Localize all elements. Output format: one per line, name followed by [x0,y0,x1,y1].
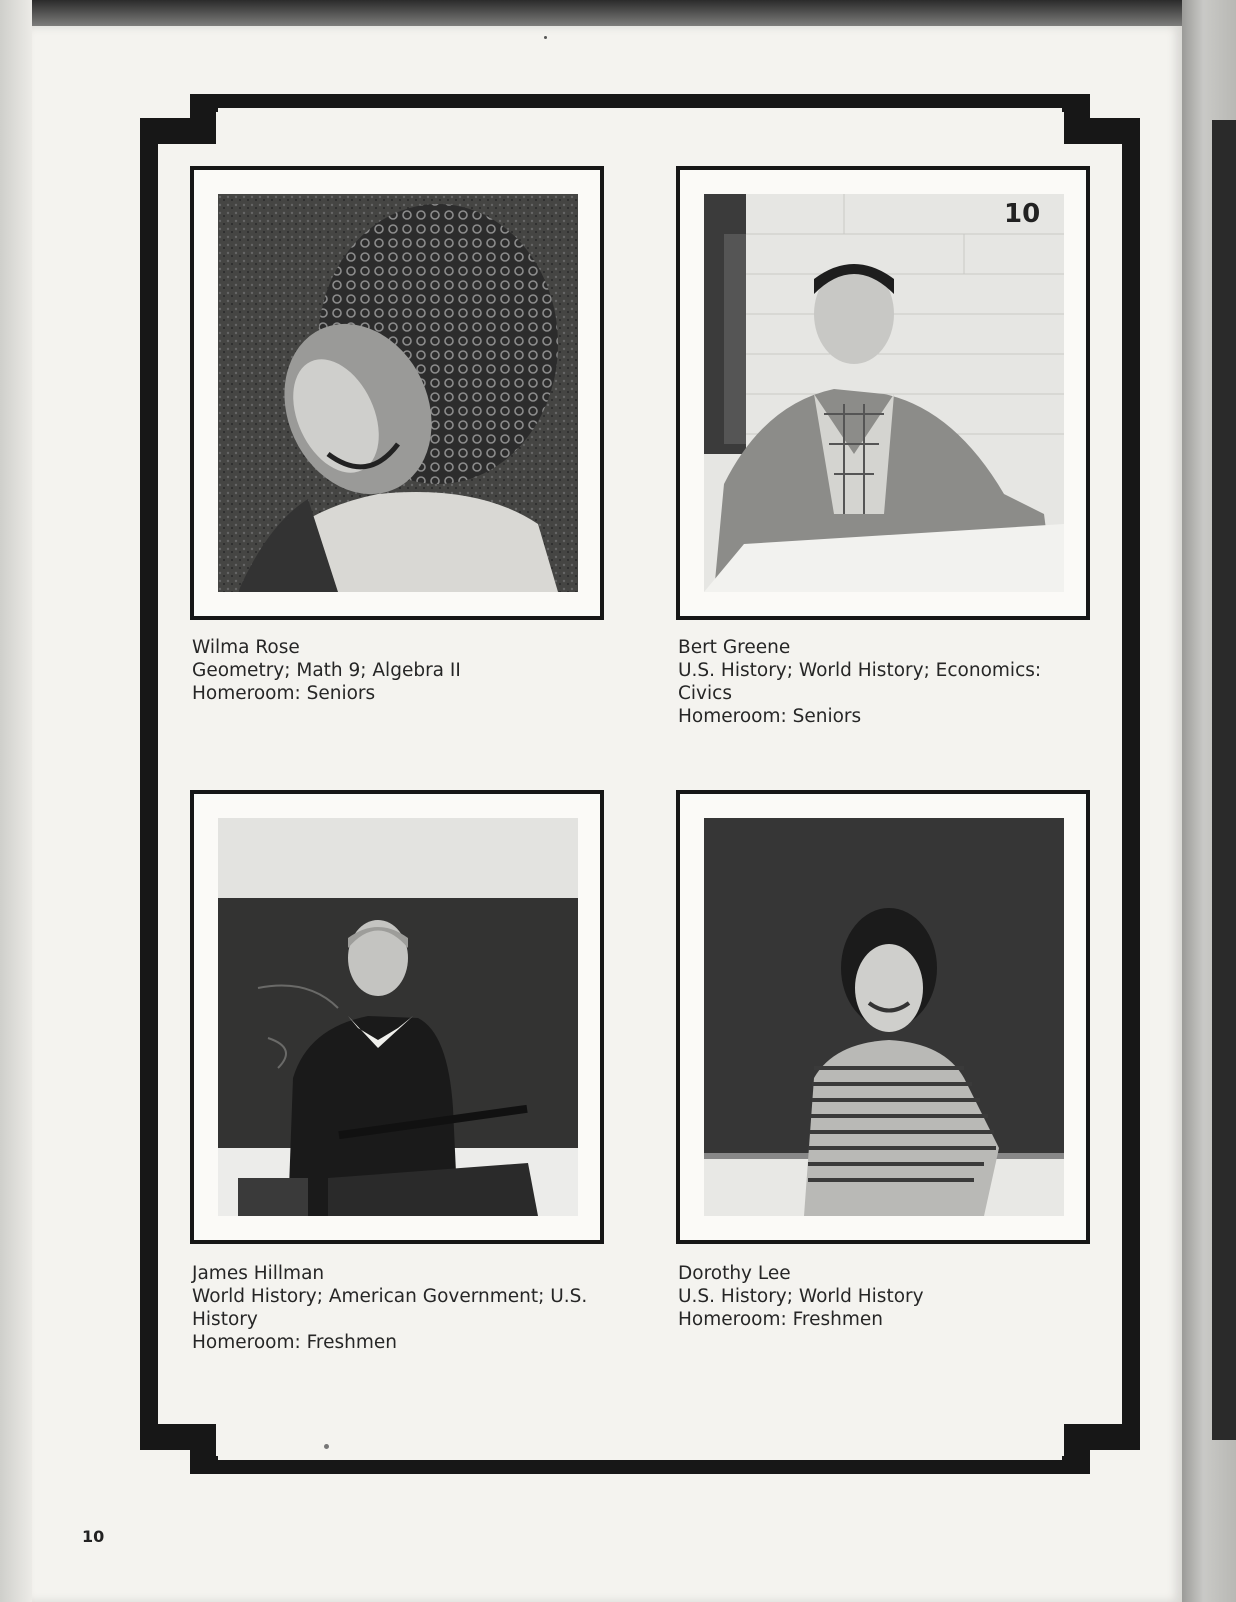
caption-dorothy-lee [678,1262,1118,1331]
scan-left-edge [0,0,32,1602]
teacher-homeroom: Homeroom: Seniors [192,683,376,704]
teacher-subjects: U.S. History; World History [678,1286,924,1307]
page-number: 10 [82,1527,105,1546]
svg-text:10: 10 [1004,199,1041,229]
teacher-name: James Hillman [192,1263,325,1284]
portrait-photo [704,194,1064,592]
portrait-card-dorothy-lee [676,790,1090,1244]
teacher-homeroom: Homeroom: Freshmen [192,1332,397,1353]
portrait-card-wilma-rose [190,166,604,620]
portrait-photo [218,818,578,1216]
facing-page-edge [1212,120,1236,1440]
teacher-subjects: Geometry; Math 9; Algebra II [192,660,461,681]
caption-bert-greene [678,636,1078,728]
portrait-card-bert-greene [676,166,1090,620]
teacher-subjects: World History; American Government; U.S. History [192,1286,588,1330]
caption-james-hillman [192,1262,612,1354]
caption-wilma-rose [192,636,632,705]
teacher-name: Wilma Rose [192,637,300,658]
portrait-photo [704,818,1064,1216]
portrait-photo [218,194,578,592]
scan-dust [544,36,547,39]
teacher-name: Dorothy Lee [678,1263,791,1284]
teacher-homeroom: Homeroom: Freshmen [678,1309,883,1330]
teacher-subjects: U.S. History; World History; Economics: Civics [678,660,1042,704]
scan-dust [324,1444,329,1449]
teacher-name: Bert Greene [678,637,791,658]
portrait-card-james-hillman [190,790,604,1244]
teacher-homeroom: Homeroom: Seniors [678,706,862,727]
